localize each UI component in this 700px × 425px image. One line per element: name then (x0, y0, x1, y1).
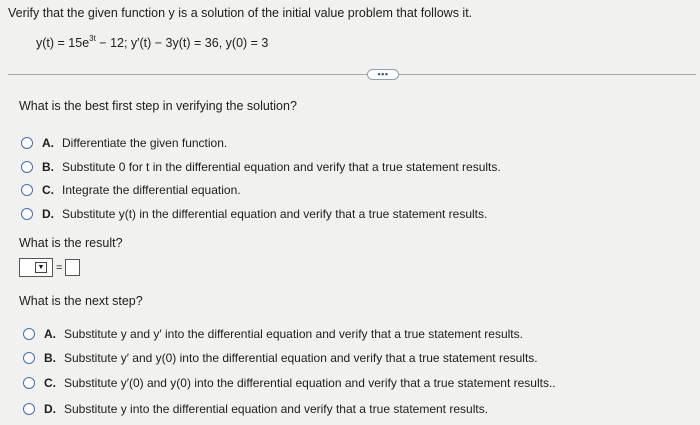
option-text: Substitute y′ and y(0) into the differential equation and verify that a true statement results. (64, 351, 538, 365)
option-text: Substitute y and y′ into the differential equation and verify that a true statement results. (64, 327, 523, 341)
option-letter: A. (42, 136, 54, 150)
result-answer-input[interactable] (65, 259, 80, 276)
option-text: Substitute y into the differential equation and verify that a true statement results. (64, 402, 489, 416)
q1-option-d[interactable] (21, 207, 487, 221)
option-letter: B. (44, 351, 56, 365)
question-1-text: What is the best first step in verifying the solution? (19, 99, 297, 113)
q3-option-b[interactable] (23, 351, 538, 365)
equation-base: y(t) = 15e (36, 36, 90, 50)
option-letter: A. (44, 327, 56, 341)
expand-more-button[interactable] (367, 69, 399, 80)
ellipsis-icon: ••• (377, 69, 389, 79)
section-divider (8, 74, 696, 75)
option-text: Substitute y(t) in the differential equation and verify that a true statement results. (62, 207, 488, 221)
equation-rest: − 12; y′(t) − 3y(t) = 36, y(0) = 3 (95, 36, 269, 50)
radio-button[interactable] (21, 161, 33, 173)
option-letter: D. (42, 207, 54, 221)
chevron-down-icon[interactable]: ▼ (35, 262, 47, 273)
radio-button[interactable] (21, 208, 33, 220)
question-2-text: What is the result? (19, 236, 123, 250)
equation-exponent: 3t (89, 34, 96, 43)
option-letter: D. (44, 402, 56, 416)
radio-button[interactable] (23, 328, 35, 340)
q3-option-d[interactable] (23, 402, 488, 416)
problem-equation (36, 36, 268, 50)
problem-prompt: Verify that the given function y is a solution of the initial value problem that follows it. (8, 6, 473, 20)
option-text: Differentiate the given function. (62, 136, 228, 150)
q1-option-a[interactable] (21, 136, 227, 150)
answer-row (19, 258, 80, 277)
option-text: Integrate the differential equation. (62, 183, 241, 197)
radio-button[interactable] (21, 184, 33, 196)
q1-option-b[interactable] (21, 160, 501, 174)
option-letter: C. (42, 183, 54, 197)
equals-sign: = (56, 261, 63, 274)
option-text: Substitute y′(0) and y(0) into the differential equation and verify that a true statement results.. (64, 376, 556, 390)
radio-button[interactable] (23, 352, 35, 364)
radio-button[interactable] (21, 137, 33, 149)
option-letter: B. (42, 160, 54, 174)
option-text: Substitute 0 for t in the differential equation and verify that a true statement results. (62, 160, 501, 174)
radio-button[interactable] (23, 403, 35, 415)
option-letter: C. (44, 376, 56, 390)
radio-button[interactable] (23, 377, 35, 389)
q3-option-a[interactable] (23, 327, 523, 341)
question-3-text: What is the next step? (19, 294, 143, 308)
q1-option-c[interactable] (21, 183, 241, 197)
result-dropdown[interactable] (19, 258, 53, 277)
q3-option-c[interactable] (23, 376, 556, 390)
